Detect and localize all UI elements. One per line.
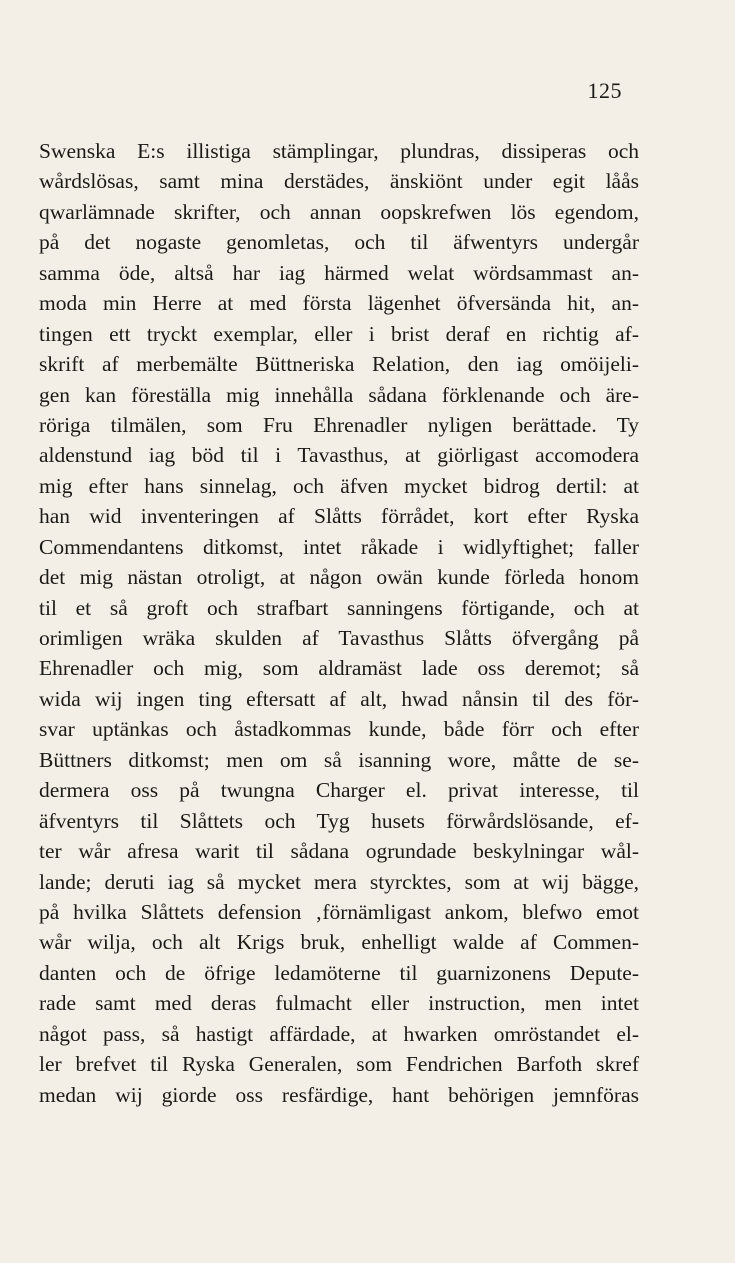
text-line: Büttners ditkomst; men om så isanning wore, måtte de se- <box>39 747 639 772</box>
text-line: svar uptänkas och åstadkommas kunde, både förr och efter <box>39 717 639 742</box>
text-line: gen kan föreställa mig innehålla sådana förklenande och äre- <box>39 382 639 407</box>
text-line: wida wij ingen ting eftersatt af alt, hwad nånsin til des för- <box>39 686 639 711</box>
text-line: skrift af merbemälte Büttneriska Relation, den iag omöijeli- <box>39 352 639 377</box>
text-line: Ehrenadler och mig, som aldramäst lade oss deremot; så <box>39 656 639 681</box>
text-line: mig efter hans sinnelag, och äfven mycket bidrog dertil: at <box>39 473 639 498</box>
text-line: samma öde, altså har iag härmed welat wördsammast an- <box>39 260 639 285</box>
text-line: tingen ett tryckt exemplar, eller i brist deraf en richtig af- <box>39 321 639 346</box>
text-line: röriga tilmälen, som Fru Ehrenadler nyligen berättade. Ty <box>39 412 639 437</box>
text-line: han wid inventeringen af Slåtts förrådet, kort efter Ryska <box>39 504 639 529</box>
text-line: qwarlämnade skrifter, och annan oopskrefwen lös egendom, <box>39 199 639 224</box>
text-line: Commendantens ditkomst, intet råkade i widlyftighet; faller <box>39 534 639 559</box>
text-line: på det nogaste genomletas, och til äfwentyrs undergår <box>39 230 639 255</box>
text-line: det mig nästan otroligt, at någon owän kunde förleda honom <box>39 565 639 590</box>
text-line: äfventyrs til Slåttets och Tyg husets förwårdslösande, ef- <box>39 808 639 833</box>
text-line: rade samt med deras fulmacht eller instruction, men intet <box>39 991 639 1016</box>
text-line: til et så groft och strafbart sanningens förtigande, och at <box>39 595 639 620</box>
text-line: Swenska E:s illistiga stämplingar, plundras, dissiperas och <box>39 139 639 163</box>
text-line: något pass, så hastigt affärdade, at hwarken omröstandet el- <box>39 1021 639 1046</box>
text-line: orimligen wräka skulden af Tavasthus Slåtts öfvergång på <box>39 626 639 650</box>
text-line: wårdslösas, samt mina derstädes, änskiönt under egit låås <box>39 169 639 194</box>
text-line: wår wilja, och alt Krigs bruk, enhelligt walde af Commen- <box>39 930 639 955</box>
text-line: lande; deruti iag så mycket mera styrcktes, som at wij bägge, <box>39 869 639 894</box>
text-line: ler brefvet til Ryska Generalen, som Fendrichen Barfoth skref <box>39 1052 639 1077</box>
body-text <box>39 136 639 1110</box>
text-line: på hvilka Slåttets defension ‚förnämligast ankom, blefwo emot <box>39 899 639 924</box>
text-line: moda min Herre at med första lägenhet öfversända hit, an- <box>39 291 639 316</box>
text-line: aldenstund iag böd til i Tavasthus, at giörligast accomodera <box>39 443 639 468</box>
text-line: dermera oss på twungna Charger el. privat interesse, til <box>39 778 639 803</box>
text-line: danten och de öfrige ledamöterne til guarnizonens Depute- <box>39 960 639 985</box>
text-line: medan wij giorde oss resfärdige, hant behörigen jemnföras <box>39 1082 639 1107</box>
page-number: 125 <box>587 78 622 103</box>
text-line: ter wår afresa warit til sådana ogrundade beskylningar wål- <box>39 839 639 864</box>
